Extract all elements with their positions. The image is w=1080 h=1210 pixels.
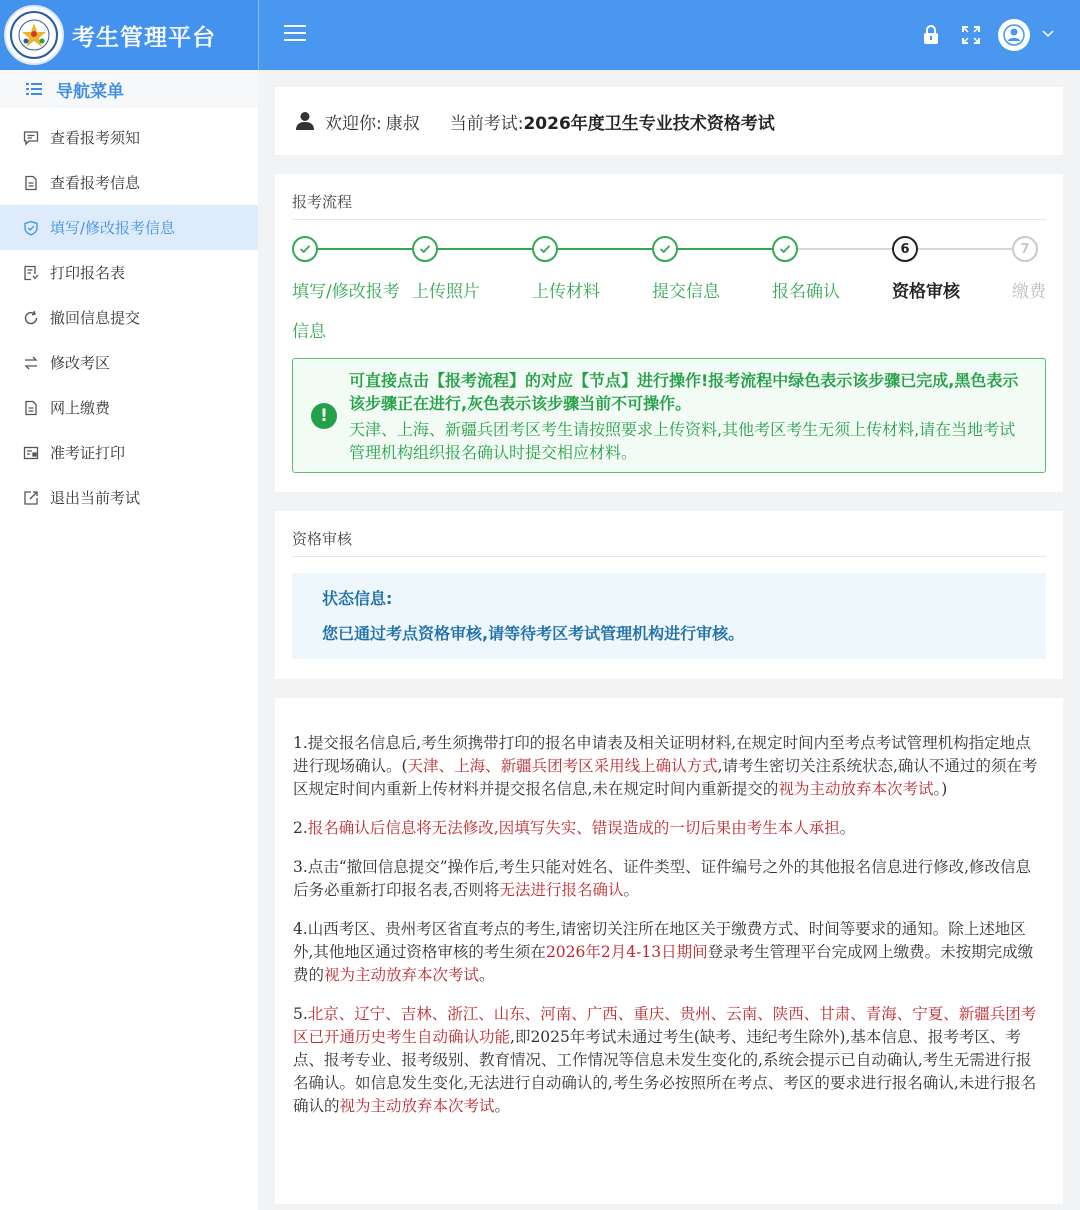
sidebar-item-exit-exam[interactable] <box>0 475 258 520</box>
notice-highlight: 视为主动放弃本次考试 <box>324 966 480 984</box>
notice-highlight: 无法进行报名确认 <box>499 881 624 899</box>
sidebar-item-edit-info[interactable] <box>0 205 258 250</box>
notice-text: ,即2025年考试未通过考生(缺考、违纪考生除外),基本信息、报考考区、考点、报考专业、报考级别、教育情况、工作情况等信息未发生变化的,系统会提示已自动确认,考生无需进行报名确认。如信息发生变化,无法进行自动确认的,考生务必按照所在考点、考区的要求进行报名确认,未进行报名确认的 <box>293 1028 1037 1115</box>
sidebar-item-label: 准考证打印 <box>50 444 126 462</box>
sidebar-item-view-info[interactable] <box>0 160 258 205</box>
step-connector <box>678 248 772 250</box>
print-form-icon <box>22 264 40 282</box>
check-shield-icon <box>22 219 40 237</box>
notice-text: 2. <box>293 819 308 837</box>
nav-heading-label: 导航菜单 <box>56 81 124 102</box>
section-title: 报考流程 <box>292 174 1046 220</box>
sidebar-item-label: 修改考区 <box>50 354 111 372</box>
flow-tip <box>292 358 1046 473</box>
sidebar-item-admission-ticket[interactable] <box>0 430 258 475</box>
hamburger-icon[interactable] <box>284 25 306 43</box>
sidebar-item-label: 退出当前考试 <box>50 489 141 507</box>
step-qualification-review[interactable] <box>892 236 1012 312</box>
sidebar-item-change-region[interactable] <box>0 340 258 385</box>
sidebar-item-label: 填写/修改报考信息 <box>50 219 176 237</box>
sidebar-item-payment[interactable] <box>0 385 258 430</box>
notice-text: ,请考生密切关注系统状态,确认不通过的须在考区规定时间内重新上传材料并提交报名信息,未在规定时间内重新提交的 <box>293 757 1038 798</box>
lock-icon[interactable] <box>920 24 942 46</box>
status-box <box>292 573 1046 659</box>
step-label: 报名确认 <box>772 282 840 302</box>
user-icon <box>295 111 315 131</box>
notice-text: 。 <box>839 819 856 837</box>
step-upload-photo[interactable] <box>412 236 532 312</box>
user-name: 康叔 <box>385 113 420 134</box>
check-icon <box>412 236 438 262</box>
step-payment <box>1012 236 1052 312</box>
step-connector <box>318 248 412 250</box>
notice-text: 3.点击“撤回信息提交”操作后,考生只能对姓名、证件类型、证件编号之外的其他报名信息进行修改,修改信息后务必重新打印报名表,否则将 <box>293 858 1031 899</box>
step-label: 填写/修改报考信息 <box>292 282 400 342</box>
sidebar-item-notice[interactable] <box>0 115 258 160</box>
list-icon <box>26 82 42 96</box>
exam-name: 2026年度卫生专业技术资格考试 <box>523 113 775 134</box>
step-label: 上传材料 <box>532 282 600 302</box>
step-connector <box>918 248 1012 250</box>
document-icon <box>22 174 40 192</box>
step-label: 资格审核 <box>892 282 960 302</box>
check-icon <box>772 236 798 262</box>
notice-text: 。 <box>494 1097 511 1115</box>
exclamation-icon: ! <box>311 403 337 429</box>
notice-highlight: 视为主动放弃本次考试 <box>339 1097 495 1115</box>
brand <box>0 0 258 70</box>
notice-text: 。 <box>623 881 639 899</box>
step-label: 上传照片 <box>412 282 480 302</box>
check-icon <box>292 236 318 262</box>
registration-flow-card <box>275 174 1063 492</box>
notice-paragraph-3 <box>293 856 1041 902</box>
notice-highlight: 报名确认后信息将无法修改,因填写失实、错误造成的一切后果由考生本人承担 <box>307 819 840 837</box>
sidebar-item-label: 查看报考信息 <box>50 174 141 192</box>
sidebar-item-print-form[interactable] <box>0 250 258 295</box>
step-connector <box>438 248 532 250</box>
status-label: 状态信息: <box>322 589 393 608</box>
notice-highlight: 2026年2月4-13日期间 <box>545 943 708 961</box>
logo <box>4 5 64 65</box>
step-submit-info[interactable] <box>652 236 772 312</box>
id-card-icon <box>22 444 40 462</box>
step-number: 6 <box>892 236 918 262</box>
notice-highlight: 视为主动放弃本次考试 <box>778 780 934 798</box>
step-fill-info[interactable] <box>292 236 412 352</box>
refresh-icon <box>22 309 40 327</box>
sidebar-item-label: 查看报考须知 <box>50 129 141 147</box>
notice-text: 5. <box>293 1005 308 1023</box>
app-title: 考生管理平台 <box>72 24 216 51</box>
notice-text: 登录考生管理平台完成网上缴费。未按期完成缴费的 <box>293 943 1034 984</box>
status-text: 您已通过考点资格审核,请等待考区考试管理机构进行审核。 <box>322 624 745 643</box>
exam-label: 当前考试: <box>449 113 524 134</box>
notice-text: 4.山西考区、贵州考区省直考点的考生,请密切关注所在地区关于缴费方式、时间等要求的通知。除上述地区外,其他地区通过资格审核的考生须在 <box>293 920 1026 961</box>
notice-card <box>275 698 1063 1204</box>
sidebar-item-withdraw[interactable] <box>0 295 258 340</box>
switch-icon <box>22 354 40 372</box>
user-avatar-icon[interactable] <box>998 19 1030 51</box>
step-label: 提交信息 <box>652 282 720 302</box>
exit-icon <box>22 489 40 507</box>
nav-heading <box>0 70 258 108</box>
notice-paragraph-4 <box>293 918 1041 987</box>
step-connector <box>558 248 652 250</box>
notice-paragraph-2 <box>293 817 1041 840</box>
check-icon <box>532 236 558 262</box>
sidebar-item-label: 网上缴费 <box>50 399 111 417</box>
section-title: 资格审核 <box>292 511 1046 557</box>
tip-line-2: 天津、上海、新疆兵团考区考生请按照要求上传资料,其他考区考生无须上传材料,请在当地考试管理机构组织报名确认时提交相应材料。 <box>349 420 1016 462</box>
qualification-review-card <box>275 511 1063 679</box>
step-upload-materials[interactable] <box>532 236 652 312</box>
chevron-down-icon[interactable] <box>1042 26 1054 42</box>
notice-text: 1.提交报名信息后,考生须携带打印的报名申请表及相关证明材料,在规定时间内至考点考试管理机构指定地点进行现场确认。( <box>293 734 1031 775</box>
notice-paragraph-5 <box>293 1003 1041 1118</box>
sidebar <box>0 70 258 1210</box>
fullscreen-icon[interactable] <box>960 24 982 46</box>
step-number: 7 <box>1012 236 1038 262</box>
tip-line-1: 可直接点击【报考流程】的对应【节点】进行操作!报考流程中绿色表示该步骤已完成,黑色表示该步骤正在进行,灰色表示该步骤当前不可操作。 <box>349 371 1019 413</box>
notice-paragraph-1 <box>293 732 1041 801</box>
welcome-bar <box>275 87 1063 155</box>
check-icon <box>652 236 678 262</box>
sidebar-item-label: 撤回信息提交 <box>50 309 141 327</box>
flow-steps <box>292 220 1046 350</box>
message-icon <box>22 129 40 147</box>
greeting-label: 欢迎你: <box>325 113 382 134</box>
notice-highlight: 北京、辽宁、吉林、浙江、山东、河南、广西、重庆、贵州、云南、陕西、甘肃、青海、宁夏、新疆兵团考区已开通历史考生自动确认功能 <box>293 1005 1037 1046</box>
top-header <box>0 0 1080 70</box>
step-label: 缴费 <box>1012 282 1046 302</box>
step-connector <box>798 248 892 250</box>
payment-doc-icon <box>22 399 40 417</box>
step-confirm-registration[interactable] <box>772 236 892 312</box>
notice-highlight: 天津、上海、新疆兵团考区采用线上确认方式 <box>407 757 718 775</box>
notice-text: 。) <box>933 780 948 798</box>
notice-text: 。 <box>479 966 495 984</box>
header-divider <box>258 0 259 70</box>
sidebar-item-label: 打印报名表 <box>50 264 126 282</box>
